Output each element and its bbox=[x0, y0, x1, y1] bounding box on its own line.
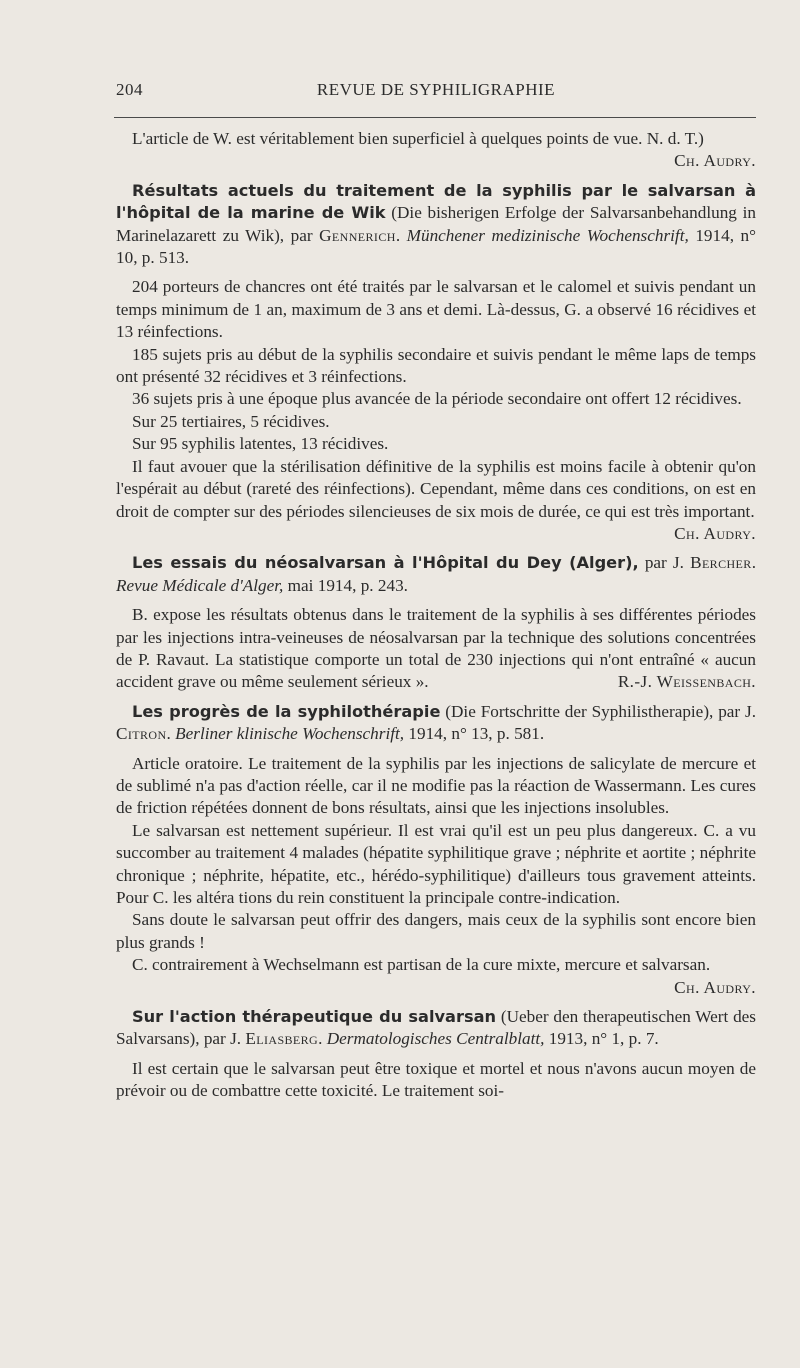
signature: Ch. Audry. bbox=[674, 523, 756, 543]
journal: Münchener medizinische Wochenschrift, bbox=[406, 225, 689, 245]
paragraph-signed bbox=[116, 604, 756, 694]
review-continuation bbox=[116, 128, 756, 173]
separator: . bbox=[318, 1029, 327, 1049]
signature: R.-J. Weissenbach. bbox=[617, 672, 756, 692]
running-title: REVUE DE SYPHILIGRAPHIE bbox=[316, 80, 556, 99]
original-title: (Die Fortschritte der Syphilistherapie), par J. bbox=[440, 701, 756, 721]
signature: Ch. Audry. bbox=[674, 977, 756, 997]
paragraph-text: Il faut avouer que la stérilisation définitive de la syphilis est moins facile à obtenir qu'on l'espérait au début (rareté des réinfections). Cependant, même dans ces conditions, on est en droit de compter sur des périodes silencieuses de six mois de durée, ce qui est très important. bbox=[116, 456, 756, 521]
signature: Ch. Audry. bbox=[674, 151, 756, 171]
paragraph-text: B. expose les résultats obtenus dans le traitement de la syphilis à ses différentes périodes par les injections intra-veineuses de néosalvarsan par la technique des solutions concentrées de P. Ravaut. La statistique comporte un total de 230 injections qui n'ont entraîné « aucun accident grave ou même seulement sérieux ». bbox=[116, 605, 756, 692]
paragraph: 36 sujets pris à une époque plus avancée de la période secondaire ont offert 12 récidives. bbox=[132, 389, 742, 409]
separator: . bbox=[395, 225, 407, 245]
review-heading bbox=[116, 180, 756, 270]
review-heading bbox=[116, 701, 756, 746]
paragraph: 185 sujets pris au début de la syphilis secondaire et suivis pendant le même laps de temps ont présenté 32 récidives et 3 réinfections. bbox=[116, 344, 756, 387]
page-number: 204 bbox=[116, 80, 143, 99]
paragraph: 204 porteurs de chancres ont été traités par le salvarsan et le calomel et suivis pendant un temps minimum de 1 an, maximum de 3 ans et demi. Là-dessus, G. a observé 16 récidives et 13 réinfections. bbox=[116, 277, 756, 342]
original-title: (Die bisherigen Erfolge der Salvarsanbehandlung in Marinelazarett zu Wik), par bbox=[116, 203, 757, 245]
separator: . bbox=[751, 553, 756, 573]
review-heading bbox=[116, 552, 756, 597]
article-title: Les progrès de la syphilothérapie bbox=[132, 701, 441, 721]
reference: 1914, n° 13, p. 581. bbox=[404, 724, 545, 744]
journal: Revue Médicale d'Alger, bbox=[116, 575, 284, 595]
author: Eliasberg bbox=[245, 1029, 319, 1049]
page-body bbox=[116, 128, 756, 1103]
paragraph: Sans doute le salvarsan peut offrir des dangers, mais ceux de la syphilis sont encore bien plus grands ! bbox=[116, 910, 756, 952]
paragraph: Article oratoire. Le traitement de la syphilis par les injections de salicylate de mercure et de sublimé n'a pas d'action réelle, car il ne modifie pas la réaction de Wassermann. Les cures de friction répétées donnent de bons résultats, ainsi que les injections insolubles. bbox=[116, 753, 756, 818]
author: Gennerich bbox=[319, 225, 396, 245]
paragraph-text: C. contrairement à Wechselmann est partisan de la cure mixte, mercure et salvarsan. bbox=[132, 955, 711, 975]
paragraph-text: L'article de W. est véritablement bien superficiel à quelques points de vue. N. d. T.) bbox=[132, 129, 704, 148]
paragraph: Il est certain que le salvarsan peut être toxique et mortel et nous n'avons aucun moyen de prévoir ou de combattre cette toxicité. Le traitement soi- bbox=[116, 1058, 756, 1101]
paragraph: Sur 25 tertiaires, 5 récidives. bbox=[132, 411, 330, 431]
paragraph-signed bbox=[116, 954, 756, 999]
paragraph-signed bbox=[116, 456, 756, 546]
reference: mai 1914, p. 243. bbox=[283, 575, 408, 595]
author: Bercher bbox=[690, 553, 752, 573]
byline: par J. bbox=[638, 553, 691, 573]
original-title: (Ueber den therapeutischen Wert des Salvarsans), par J. bbox=[116, 1007, 756, 1049]
page-header bbox=[116, 80, 756, 104]
article-title: Résultats actuels du traitement de la syphilis par le salvarsan à l'hôpital de la marine de Wik bbox=[116, 180, 756, 223]
review-heading bbox=[116, 1006, 756, 1051]
paragraph: Le salvarsan est nettement supérieur. Il est vrai qu'il est un peu plus dangereux. C. a vu succomber au traitement 4 malades (hépatite syphilitique grave ; néphrite et aortite ; néphrite chronique ; néphrite, hépatite, etc., hérédo-syphilitique) d'ailleurs tous gravement atteints. Pour C. les altéra tions du rein constituent la principale contre-indication. bbox=[116, 820, 756, 907]
author: Citron bbox=[116, 724, 167, 744]
paragraph: Sur 95 syphilis latentes, 13 récidives. bbox=[132, 434, 389, 454]
journal: Berliner klinische Wochenschrift, bbox=[175, 724, 405, 744]
separator: . bbox=[166, 724, 176, 744]
journal: Dermatologisches Centralblatt, bbox=[326, 1029, 545, 1049]
reference: 1914, n° 10, p. 513. bbox=[116, 225, 756, 268]
header-rule bbox=[114, 117, 756, 118]
article-title: Les essais du néosalvarsan à l'Hôpital du Dey (Alger), bbox=[132, 553, 639, 573]
article-title: Sur l'action thérapeutique du salvarsan bbox=[132, 1007, 497, 1027]
reference: 1913, n° 1, p. 7. bbox=[544, 1029, 659, 1049]
